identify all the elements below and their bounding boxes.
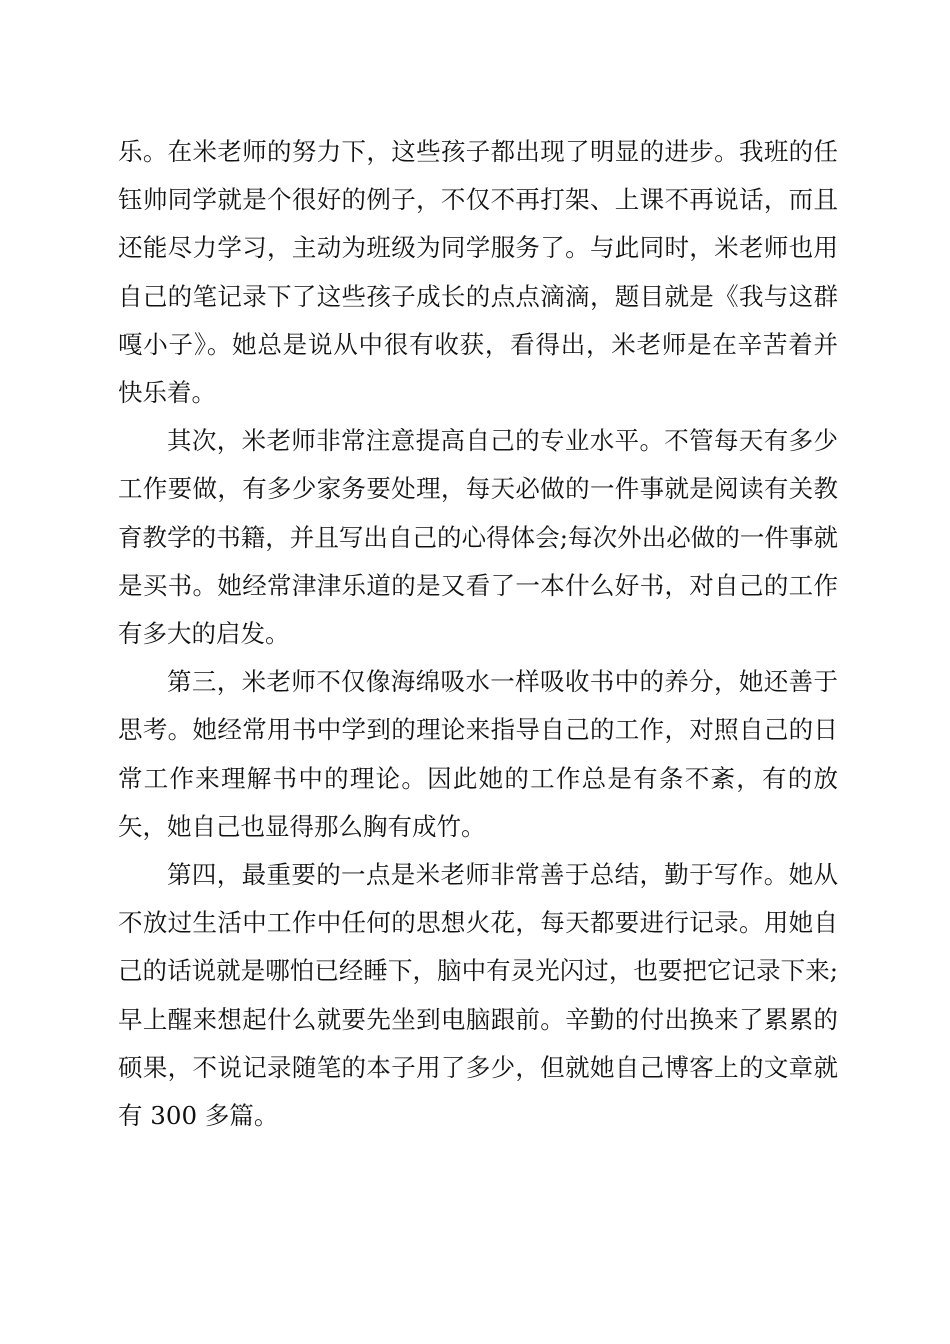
paragraph-third-point: 第三，米老师不仅像海绵吸水一样吸收书中的养分，她还善于思考。她经常用书中学到的理论来指导自己的工作，对照自己的日常工作来理解书中的理论。因此她的工作总是有条不紊，有的放矢，她自己也显得那么胸有成竹。 bbox=[118, 667, 838, 841]
paragraph-fourth-point: 第四，最重要的一点是米老师非常善于总结，勤于写作。她从不放过生活中工作中任何的思想火花，每天都要进行记录。用她自己的话说就是哪怕已经睡下，脑中有灵光闪过，也要把它记录下来;早上醒来想起什么就要先坐到电脑跟前。辛勤的付出换来了累累的硕果，不说记录随笔的本子用了多少，但就她自己博客上的文章就有 300 多篇。 bbox=[118, 860, 838, 1131]
paragraph-second-point: 其次，米老师非常注意提高自己的专业水平。不管每天有多少工作要做，有多少家务要处理，每天必做的一件事就是阅读有关教育教学的书籍，并且写出自己的心得体会;每次外出必做的一件事就是买书。她经常津津乐道的是又看了一本什么好书，对自己的工作有多大的启发。 bbox=[118, 426, 838, 649]
document-body bbox=[118, 128, 838, 1140]
paragraph-continued: 乐。在米老师的努力下，这些孩子都出现了明显的进步。我班的任钰帅同学就是个很好的例子，不仅不再打架、上课不再说话，而且还能尽力学习，主动为班级为同学服务了。与此同时，米老师也用自己的笔记录下了这些孩子成长的点点滴滴，题目就是《我与这群嘎小子》。她总是说从中很有收获，看得出，米老师是在辛苦着并快乐着。 bbox=[118, 137, 838, 408]
